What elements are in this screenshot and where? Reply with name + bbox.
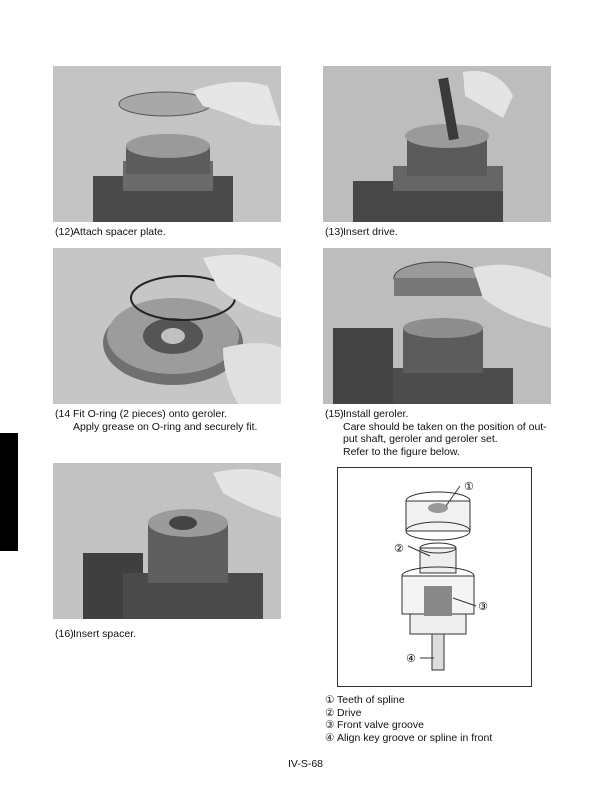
legend-item: ④ Align key groove or spline in front xyxy=(325,731,493,744)
page-number: IV-S-68 xyxy=(287,758,324,770)
legend-item: ② Drive xyxy=(325,706,362,719)
caption-16: (16)Insert spacer. xyxy=(55,628,137,640)
callout-3: ③ xyxy=(478,600,488,613)
photo-attach-spacer-plate xyxy=(53,66,281,222)
callout-2: ② xyxy=(394,542,404,555)
caption-14: (14 Fit O-ring (2 pieces) onto geroler. Apply grease on O-ring and securely fit. xyxy=(55,408,258,433)
section-tab xyxy=(0,433,18,551)
callout-1: ① xyxy=(464,480,474,493)
caption-12: (12)Attach spacer plate. xyxy=(55,226,166,238)
assembly-diagram-drawing xyxy=(338,468,531,686)
caption-15: (15)Install geroler. Care should be taken on the position of out- put shaft, geroler and geroler set. Refer to the figure below. xyxy=(325,408,547,458)
assembly-diagram xyxy=(337,467,532,687)
legend-item: ① Teeth of spline xyxy=(325,694,405,706)
photo-insert-drive xyxy=(323,66,551,222)
legend-item: ③ Front valve groove xyxy=(325,719,424,731)
photo-fit-o-ring xyxy=(53,248,281,404)
caption-13: (13)Insert drive. xyxy=(325,226,398,238)
photo-install-geroler xyxy=(323,248,551,404)
photo-insert-spacer xyxy=(53,463,281,619)
callout-4: ④ xyxy=(406,652,416,665)
diagram-legend xyxy=(325,694,492,744)
